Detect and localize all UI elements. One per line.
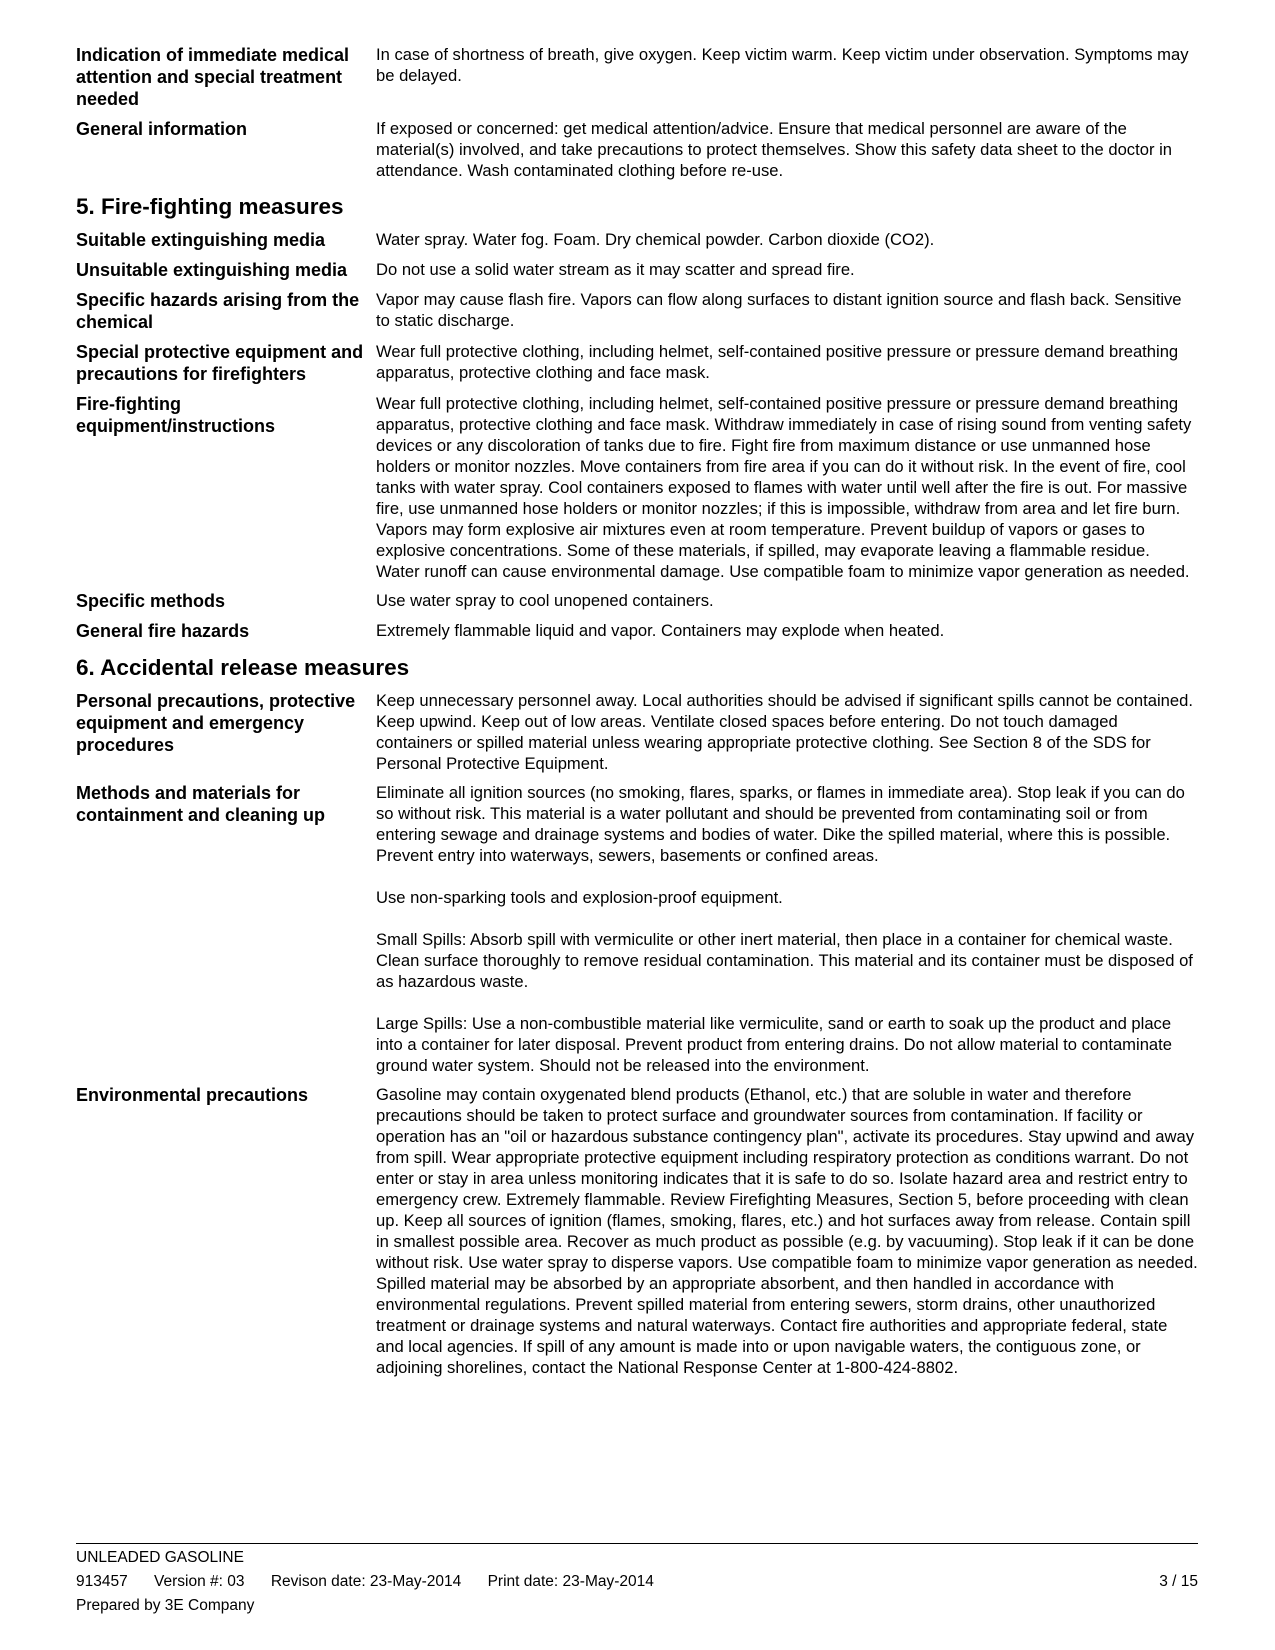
row-value: Keep unnecessary personnel away. Local authorities should be advised if significant spills cannot be contained. Keep upwind. Keep out of low areas. Ventilate closed spaces before entering. Do not touch damaged containers or spilled material unless wearing appropriate protective clothing. See Section 8 of the SDS for Personal Protective Equipment. — [376, 691, 1193, 773]
info-row-medical-attention — [76, 44, 1198, 110]
row-label: Unsuitable extinguishing media — [76, 260, 348, 280]
row-label: General information — [76, 119, 248, 139]
footer-print-date: Print date: 23-May-2014 — [487, 1573, 654, 1590]
footer-prepared-by: Prepared by 3E Company — [76, 1597, 255, 1614]
info-row-personal-precautions — [76, 690, 1198, 774]
info-row-general-fire-hazards — [76, 620, 1198, 642]
row-label: Specific methods — [76, 591, 226, 611]
footer-page-number: 3 / 15 — [1159, 1573, 1198, 1590]
footer-product-name: UNLEADED GASOLINE — [76, 1549, 244, 1566]
row-value: Do not use a solid water stream as it may scatter and spread fire. — [376, 260, 855, 279]
paragraph: Eliminate all ignition sources (no smoking, flares, sparks, or flames in immediate area). Stop leak if you can do so without risk. This material is a water pollutant and should be prevented from contaminating soil or from entering sewage and drainage systems and bodies of water. Dike the spilled material, where this is possible. Prevent entry into waterways, sewers, basements or confined areas. — [376, 783, 1185, 865]
paragraph: Large Spills: Use a non-combustible material like vermiculite, sand or earth to soak up the product and place into a container for later disposal. Prevent product from entering drains. Do not allow material to contaminate ground water system. Should not be released into the environment. — [376, 1014, 1172, 1075]
info-row-environmental-precautions — [76, 1084, 1198, 1378]
info-row-unsuitable-media — [76, 259, 1198, 281]
info-row-firefighting-instructions — [76, 393, 1198, 582]
sds-page — [76, 44, 1198, 1386]
row-label: Fire-fighting equipment/instructions — [76, 394, 276, 436]
row-value: Gasoline may contain oxygenated blend products (Ethanol, etc.) that are soluble in water and therefore precautions should be taken to protect surface and groundwater sources from contamination. If facility or operation has an "oil or hazardous substance contingency plan", activate its procedures. Stay upwind and away from spill. Wear appropriate protective equipment including respiratory protection as conditions warrant. Do not enter or stay in area unless monitoring indicates that it is safe to do so. Isolate hazard area and restrict entry to emergency crew. Extremely flammable. Review Firefighting Measures, Section 5, before proceeding with clean up. Keep all sources of ignition (flames, smoking, flares, etc.) and hot surfaces away from release. Contain spill in smallest possible area. Recover as much product as possible (e.g. by vacuuming). Stop leak if it can be done without risk. Use water spray to disperse vapors. Use compatible foam to minimize vapor generation as needed. Spilled material may be absorbed by an appropriate absorbent, and then handled in accordance with environmental regulations. Prevent spilled material from entering sewers, storm drains, other unauthorized treatment or drainage systems and natural waterways. Contact fire authorities and appropriate federal, state and local agencies. If spill of any amount is made into or upon navigable waters, the contiguous zone, or adjoining shorelines, contact the National Response Center at 1-800-424-8802. — [376, 1085, 1198, 1377]
row-value: Vapor may cause flash fire. Vapors can flow along surfaces to distant ignition source and flash back. Sensitive to static discharge. — [376, 290, 1182, 330]
paragraph: Small Spills: Absorb spill with vermiculite or other inert material, then place in a container for chemical waste. Clean surface thoroughly to remove residual contamination. This material and its container must be disposed of as hazardous waste. — [376, 930, 1193, 991]
row-value: Water spray. Water fog. Foam. Dry chemical powder. Carbon dioxide (CO2). — [376, 230, 935, 249]
row-value: Use water spray to cool unopened containers. — [376, 591, 714, 610]
row-label: General fire hazards — [76, 621, 250, 641]
info-row-protective-equipment — [76, 341, 1198, 385]
footer-meta — [76, 1570, 1198, 1594]
row-value: If exposed or concerned: get medical attention/advice. Ensure that medical personnel are aware of the material(s) involved, and take precautions to protect themselves. Show this safety data sheet to the doctor in attendance. Wash contaminated clothing before re-use. — [376, 119, 1172, 180]
section-6-heading: 6. Accidental release measures — [76, 655, 410, 680]
footer-doc-number: 913457 — [76, 1573, 128, 1590]
paragraph: Use non-sparking tools and explosion-proof equipment. — [376, 888, 783, 907]
info-row-suitable-media — [76, 229, 1198, 251]
page-footer — [76, 1543, 1198, 1618]
row-label: Personal precautions, protective equipment and emergency procedures — [76, 691, 356, 755]
row-value: Extremely flammable liquid and vapor. Containers may explode when heated. — [376, 621, 945, 640]
row-label: Special protective equipment and precautions for firefighters — [76, 342, 364, 384]
row-label: Specific hazards arising from the chemical — [76, 290, 360, 332]
row-label: Environmental precautions — [76, 1085, 309, 1105]
row-value — [376, 782, 1198, 1076]
row-value: In case of shortness of breath, give oxygen. Keep victim warm. Keep victim under observation. Symptoms may be delayed. — [376, 45, 1189, 85]
info-row-containment-methods — [76, 782, 1198, 1076]
info-row-general-information — [76, 118, 1198, 181]
row-label: Methods and materials for containment and cleaning up — [76, 783, 326, 825]
info-row-specific-methods — [76, 590, 1198, 612]
row-value: Wear full protective clothing, including helmet, self-contained positive pressure or pressure demand breathing apparatus, protective clothing and face mask. Withdraw immediately in case of rising sound from venting safety devices or any discoloration of tanks due to fire. Fight fire from maximum distance or use unmanned hose holders or monitor nozzles. Move containers from fire area if you can do it without risk. In the event of fire, cool tanks with water spray. Cool containers exposed to flames with water until well after the fire is out. For massive fire, use unmanned hose holders or monitor nozzles; if this is impossible, withdraw from area and let fire burn. Vapors may form explosive air mixtures even at room temperature. Prevent buildup of vapors or gases to explosive concentrations. Some of these materials, if spilled, may evaporate leaving a flammable residue. Water runoff can cause environmental damage. Use compatible foam to minimize vapor generation as needed. — [376, 394, 1192, 581]
section-5-heading: 5. Fire-fighting measures — [76, 194, 344, 219]
row-label: Indication of immediate medical attention and special treatment needed — [76, 45, 350, 109]
footer-revision-date: Revison date: 23-May-2014 — [270, 1573, 462, 1590]
info-row-specific-hazards — [76, 289, 1198, 333]
row-value: Wear full protective clothing, including helmet, self-contained positive pressure or pressure demand breathing apparatus, protective clothing and face mask. — [376, 342, 1179, 382]
footer-version: Version #: 03 — [154, 1573, 245, 1590]
row-label: Suitable extinguishing media — [76, 230, 326, 250]
